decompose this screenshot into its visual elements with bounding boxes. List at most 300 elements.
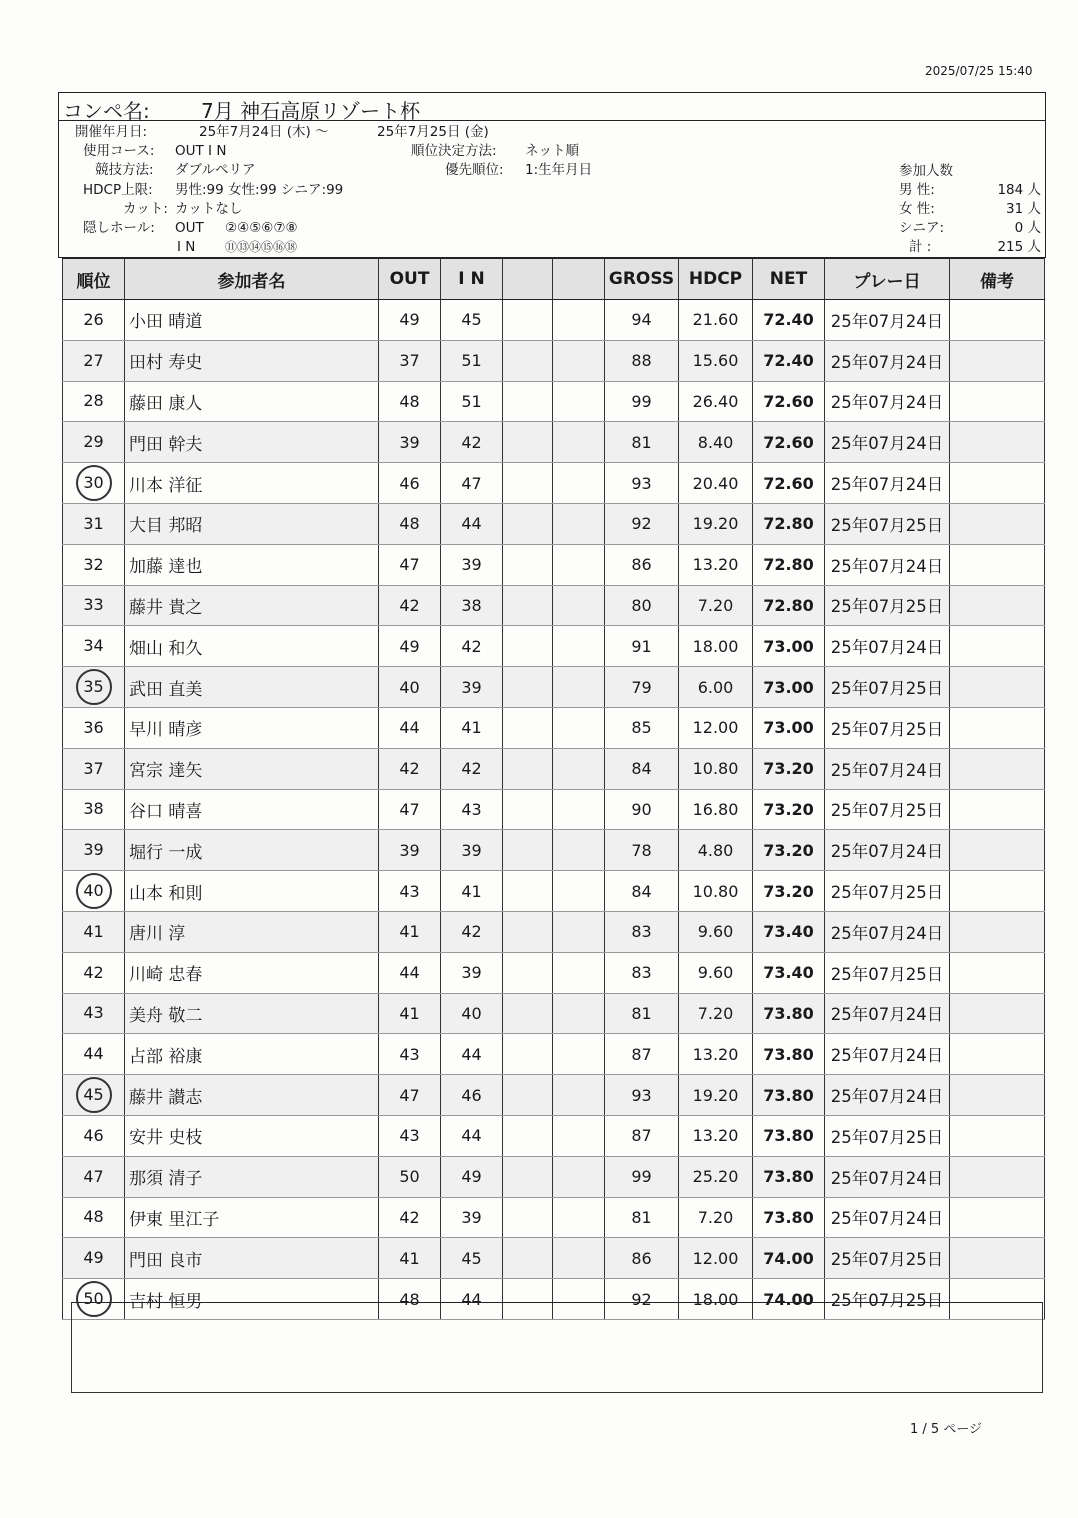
play-date-cell: 25年07月25日	[825, 667, 950, 708]
col-net: NET	[753, 259, 825, 300]
play-date-cell: 25年07月24日	[825, 830, 950, 871]
rank-number: 31	[83, 513, 104, 533]
remarks-cell	[950, 1115, 1045, 1156]
gross-cell: 80	[605, 585, 679, 626]
play-date-cell: 25年07月25日	[825, 952, 950, 993]
remarks-cell	[950, 871, 1045, 912]
blank-cell	[503, 544, 553, 585]
net-cell: 73.00	[753, 667, 825, 708]
name-cell: 畑山 和久	[125, 626, 379, 667]
hdcp-cell: 25.20	[679, 1156, 753, 1197]
table-row	[63, 1197, 1045, 1238]
remarks-cell	[950, 503, 1045, 544]
hdcp-cell: 16.80	[679, 789, 753, 830]
in-cell: 40	[441, 993, 503, 1034]
rank-cell	[63, 422, 125, 463]
rank-number: 48	[83, 1207, 104, 1227]
table-row	[63, 1115, 1045, 1156]
play-date-cell: 25年07月24日	[825, 1075, 950, 1116]
blank-cell	[553, 340, 605, 381]
hdcp-cell: 18.00	[679, 1279, 753, 1320]
blank-cell	[553, 544, 605, 585]
blank-cell	[553, 1034, 605, 1075]
hdcp-limit-value: 男性:99 女性:99 シニア:99	[175, 182, 344, 198]
in-cell: 41	[441, 707, 503, 748]
out-cell: 42	[379, 585, 441, 626]
blank-cell	[553, 707, 605, 748]
name-cell: 美舟 敬二	[125, 993, 379, 1034]
name-cell: 安井 史枝	[125, 1115, 379, 1156]
rank-cell	[63, 1197, 125, 1238]
out-cell: 42	[379, 1197, 441, 1238]
rank-cell	[63, 1238, 125, 1279]
name-cell: 那須 清子	[125, 1156, 379, 1197]
blank-cell	[553, 789, 605, 830]
gross-cell: 94	[605, 300, 679, 341]
date-to: 25年7月25日 (金)	[377, 124, 489, 140]
table-row	[63, 1075, 1045, 1116]
competition-title: 7月 神石高原リゾート杯	[201, 99, 421, 123]
blank-cell	[503, 1197, 553, 1238]
gross-cell: 91	[605, 626, 679, 667]
hdcp-cell: 7.20	[679, 1197, 753, 1238]
name-cell: 山本 和則	[125, 871, 379, 912]
out-cell: 50	[379, 1156, 441, 1197]
name-cell: 堀行 一成	[125, 830, 379, 871]
net-cell: 73.20	[753, 789, 825, 830]
hdcp-cell: 13.20	[679, 1034, 753, 1075]
blank-cell	[503, 300, 553, 341]
out-cell: 39	[379, 422, 441, 463]
blank-cell	[553, 871, 605, 912]
net-cell: 72.40	[753, 300, 825, 341]
blank-cell	[503, 1034, 553, 1075]
remarks-cell	[950, 340, 1045, 381]
rank-number: 43	[83, 1003, 104, 1023]
gross-cell: 90	[605, 789, 679, 830]
in-cell: 39	[441, 544, 503, 585]
blank-cell	[503, 707, 553, 748]
rank-number: 44	[83, 1044, 104, 1064]
circled-rank: 50	[76, 1281, 112, 1317]
net-cell: 72.60	[753, 381, 825, 422]
col-blank-1	[503, 259, 553, 300]
gross-cell: 79	[605, 667, 679, 708]
play-date-cell: 25年07月24日	[825, 1156, 950, 1197]
net-cell: 72.60	[753, 422, 825, 463]
blank-cell	[503, 1156, 553, 1197]
in-cell: 39	[441, 952, 503, 993]
net-cell: 74.00	[753, 1238, 825, 1279]
hdcp-cell: 19.20	[679, 503, 753, 544]
name-cell: 川本 洋征	[125, 463, 379, 504]
rank-number: 26	[83, 309, 104, 329]
col-play-date: プレー日	[825, 259, 950, 300]
name-cell: 唐川 淳	[125, 911, 379, 952]
rank-cell	[63, 871, 125, 912]
in-cell: 41	[441, 871, 503, 912]
results-table	[62, 258, 1045, 1320]
out-cell: 44	[379, 952, 441, 993]
participants-senior-count: 0 人	[1014, 220, 1041, 236]
name-cell: 宮宗 達矢	[125, 748, 379, 789]
out-cell: 44	[379, 707, 441, 748]
out-cell: 47	[379, 789, 441, 830]
gross-cell: 81	[605, 993, 679, 1034]
course-value: OUT I N	[175, 143, 227, 159]
name-cell: 川崎 忠春	[125, 952, 379, 993]
in-cell: 42	[441, 911, 503, 952]
table-row	[63, 626, 1045, 667]
gross-cell: 84	[605, 748, 679, 789]
in-cell: 45	[441, 1238, 503, 1279]
hdcp-cell: 26.40	[679, 381, 753, 422]
play-date-cell: 25年07月24日	[825, 463, 950, 504]
rank-number: 28	[83, 391, 104, 411]
net-cell: 73.00	[753, 626, 825, 667]
col-remarks: 備考	[950, 259, 1045, 300]
out-cell: 47	[379, 1075, 441, 1116]
in-cell: 51	[441, 381, 503, 422]
out-cell: 46	[379, 463, 441, 504]
play-date-cell: 25年07月25日	[825, 707, 950, 748]
circled-rank: 40	[76, 873, 112, 909]
blank-cell	[553, 422, 605, 463]
net-cell: 72.80	[753, 544, 825, 585]
hidden-in-label: I N	[177, 239, 196, 255]
remarks-cell	[950, 952, 1045, 993]
hdcp-cell: 15.60	[679, 340, 753, 381]
blank-cell	[503, 789, 553, 830]
col-rank: 順位	[63, 259, 125, 300]
hdcp-cell: 10.80	[679, 748, 753, 789]
blank-cell	[553, 667, 605, 708]
out-cell: 41	[379, 1238, 441, 1279]
out-cell: 49	[379, 300, 441, 341]
name-cell: 占部 裕康	[125, 1034, 379, 1075]
rank-cell	[63, 1156, 125, 1197]
in-cell: 45	[441, 300, 503, 341]
table-row	[63, 871, 1045, 912]
rank-cell	[63, 707, 125, 748]
gross-cell: 83	[605, 952, 679, 993]
blank-cell	[503, 381, 553, 422]
hidden-in-holes: ⑪⑬⑭⑮⑯⑱	[225, 240, 298, 254]
play-date-cell: 25年07月24日	[825, 381, 950, 422]
blank-cell	[553, 626, 605, 667]
blank-cell	[503, 626, 553, 667]
rank-cell	[63, 626, 125, 667]
remarks-cell	[950, 626, 1045, 667]
rank-method-value: ネット順	[525, 143, 579, 159]
participants-female-label: 女 性:	[899, 201, 935, 217]
gross-cell: 88	[605, 340, 679, 381]
blank-cell	[503, 340, 553, 381]
blank-cell	[503, 667, 553, 708]
out-cell: 48	[379, 1279, 441, 1320]
out-cell: 43	[379, 1034, 441, 1075]
table-row	[63, 789, 1045, 830]
net-cell: 73.00	[753, 707, 825, 748]
gross-cell: 84	[605, 871, 679, 912]
blank-cell	[503, 585, 553, 626]
blank-cell	[553, 1197, 605, 1238]
in-cell: 42	[441, 626, 503, 667]
participants-male-count: 184 人	[997, 182, 1041, 198]
hdcp-limit-label: HDCP上限:	[83, 182, 153, 198]
play-date-cell: 25年07月24日	[825, 544, 950, 585]
blank-cell	[553, 1115, 605, 1156]
remarks-cell	[950, 300, 1045, 341]
blank-cell	[553, 952, 605, 993]
participants-male-label: 男 性:	[899, 182, 935, 198]
out-cell: 48	[379, 381, 441, 422]
net-cell: 73.80	[753, 1197, 825, 1238]
play-date-cell: 25年07月25日	[825, 1279, 950, 1320]
table-row	[63, 952, 1045, 993]
in-cell: 49	[441, 1156, 503, 1197]
net-cell: 73.80	[753, 1115, 825, 1156]
rank-number: 42	[83, 962, 104, 982]
rank-cell	[63, 911, 125, 952]
rank-cell	[63, 789, 125, 830]
hdcp-cell: 10.80	[679, 871, 753, 912]
net-cell: 73.80	[753, 1156, 825, 1197]
col-gross: GROSS	[605, 259, 679, 300]
hidden-holes-label: 隠しホール:	[83, 220, 155, 236]
in-cell: 47	[441, 463, 503, 504]
hdcp-cell: 20.40	[679, 463, 753, 504]
rank-cell	[63, 1115, 125, 1156]
gross-cell: 85	[605, 707, 679, 748]
play-date-cell: 25年07月25日	[825, 789, 950, 830]
play-date-cell: 25年07月24日	[825, 626, 950, 667]
gross-cell: 81	[605, 422, 679, 463]
in-cell: 39	[441, 1197, 503, 1238]
page-number: 1 / 5 ページ	[910, 1422, 983, 1437]
table-row	[63, 993, 1045, 1034]
in-cell: 39	[441, 667, 503, 708]
name-cell: 小田 晴道	[125, 300, 379, 341]
out-cell: 47	[379, 544, 441, 585]
name-cell: 藤田 康人	[125, 381, 379, 422]
hdcp-cell: 7.20	[679, 993, 753, 1034]
print-timestamp: 2025/07/25 15:40	[925, 64, 1033, 78]
remarks-cell	[950, 748, 1045, 789]
remarks-cell	[950, 1238, 1045, 1279]
rank-number: 34	[83, 636, 104, 656]
table-row	[63, 381, 1045, 422]
circled-rank: 35	[76, 669, 112, 705]
blank-cell	[503, 1238, 553, 1279]
gross-cell: 87	[605, 1034, 679, 1075]
participants-senior-label: シニア:	[899, 220, 945, 236]
play-date-cell: 25年07月25日	[825, 871, 950, 912]
rank-cell	[63, 463, 125, 504]
out-cell: 41	[379, 993, 441, 1034]
rank-number: 37	[83, 758, 104, 778]
rank-cell	[63, 667, 125, 708]
date-label: 開催年月日:	[75, 124, 148, 140]
net-cell: 73.80	[753, 993, 825, 1034]
date-from: 25年7月24日 (木) ～	[199, 124, 329, 140]
in-cell: 39	[441, 830, 503, 871]
play-date-cell: 25年07月24日	[825, 993, 950, 1034]
in-cell: 42	[441, 422, 503, 463]
rank-number: 27	[83, 350, 104, 370]
circled-rank: 30	[76, 465, 112, 501]
rank-cell	[63, 1075, 125, 1116]
blank-cell	[503, 911, 553, 952]
in-cell: 42	[441, 748, 503, 789]
gross-cell: 78	[605, 830, 679, 871]
title-label: コンペ名:	[63, 99, 150, 123]
title-bar	[59, 93, 1045, 121]
name-cell: 門田 良市	[125, 1238, 379, 1279]
remarks-cell	[950, 544, 1045, 585]
remarks-cell	[950, 381, 1045, 422]
blank-cell	[553, 911, 605, 952]
name-cell: 田村 寿史	[125, 340, 379, 381]
rank-cell	[63, 381, 125, 422]
in-cell: 43	[441, 789, 503, 830]
name-cell: 武田 直美	[125, 667, 379, 708]
net-cell: 73.40	[753, 952, 825, 993]
course-label: 使用コース:	[83, 143, 155, 159]
col-blank-2	[553, 259, 605, 300]
table-row	[63, 1238, 1045, 1279]
blank-cell	[553, 993, 605, 1034]
table-row	[63, 830, 1045, 871]
gross-cell: 87	[605, 1115, 679, 1156]
priority-label: 優先順位:	[445, 162, 504, 178]
play-date-cell: 25年07月24日	[825, 300, 950, 341]
hdcp-cell: 8.40	[679, 422, 753, 463]
blank-cell	[553, 463, 605, 504]
rank-cell	[63, 748, 125, 789]
table-row	[63, 911, 1045, 952]
hdcp-cell: 13.20	[679, 1115, 753, 1156]
name-cell: 伊東 里江子	[125, 1197, 379, 1238]
play-date-cell: 25年07月24日	[825, 748, 950, 789]
competition-method-label: 競技方法:	[95, 162, 154, 178]
competition-header	[58, 92, 1046, 258]
blank-cell	[553, 1156, 605, 1197]
gross-cell: 92	[605, 503, 679, 544]
hdcp-cell: 12.00	[679, 1238, 753, 1279]
in-cell: 44	[441, 1034, 503, 1075]
remarks-cell	[950, 585, 1045, 626]
hdcp-cell: 9.60	[679, 952, 753, 993]
table-row	[63, 463, 1045, 504]
gross-cell: 81	[605, 1197, 679, 1238]
hdcp-cell: 18.00	[679, 626, 753, 667]
remarks-cell	[950, 789, 1045, 830]
name-cell: 吉村 恒男	[125, 1279, 379, 1320]
out-cell: 37	[379, 340, 441, 381]
blank-cell	[553, 1238, 605, 1279]
blank-cell	[503, 871, 553, 912]
blank-cell	[503, 503, 553, 544]
out-cell: 39	[379, 830, 441, 871]
net-cell: 73.80	[753, 1034, 825, 1075]
remarks-cell	[950, 993, 1045, 1034]
circled-rank: 45	[76, 1077, 112, 1113]
table-row	[63, 544, 1045, 585]
rank-number: 47	[83, 1166, 104, 1186]
table-row	[63, 503, 1045, 544]
rank-cell	[63, 503, 125, 544]
gross-cell: 99	[605, 381, 679, 422]
net-cell: 73.20	[753, 871, 825, 912]
rank-number: 46	[83, 1125, 104, 1145]
out-cell: 43	[379, 871, 441, 912]
blank-cell	[503, 1115, 553, 1156]
net-cell: 73.80	[753, 1075, 825, 1116]
out-cell: 41	[379, 911, 441, 952]
table-row	[63, 340, 1045, 381]
cut-label: カット:	[123, 201, 168, 217]
rank-cell	[63, 340, 125, 381]
gross-cell: 86	[605, 1238, 679, 1279]
table-row	[63, 300, 1045, 341]
rank-cell	[63, 993, 125, 1034]
participants-heading: 参加人数	[899, 163, 953, 179]
hidden-out-holes: ②④⑤⑥⑦⑧	[225, 220, 298, 236]
table-row	[63, 748, 1045, 789]
blank-cell	[553, 748, 605, 789]
empty-footer-area	[71, 1302, 1043, 1393]
blank-cell	[553, 300, 605, 341]
rank-method-label: 順位決定方法:	[411, 143, 497, 159]
hdcp-cell: 13.20	[679, 544, 753, 585]
remarks-cell	[950, 707, 1045, 748]
play-date-cell: 25年07月25日	[825, 585, 950, 626]
hdcp-cell: 12.00	[679, 707, 753, 748]
net-cell: 72.80	[753, 585, 825, 626]
in-cell: 46	[441, 1075, 503, 1116]
remarks-cell	[950, 1156, 1045, 1197]
in-cell: 44	[441, 1115, 503, 1156]
out-cell: 43	[379, 1115, 441, 1156]
competition-method-value: ダブルペリア	[175, 162, 256, 178]
rank-cell	[63, 952, 125, 993]
out-cell: 48	[379, 503, 441, 544]
rank-number: 29	[83, 432, 104, 452]
remarks-cell	[950, 830, 1045, 871]
blank-cell	[553, 1075, 605, 1116]
name-cell: 藤井 貴之	[125, 585, 379, 626]
col-name: 参加者名	[125, 259, 379, 300]
remarks-cell	[950, 1075, 1045, 1116]
remarks-cell	[950, 463, 1045, 504]
table-row	[63, 707, 1045, 748]
rank-number: 33	[83, 595, 104, 615]
col-hdcp: HDCP	[679, 259, 753, 300]
gross-cell: 93	[605, 463, 679, 504]
net-cell: 72.80	[753, 503, 825, 544]
rank-number: 38	[83, 799, 104, 819]
hdcp-cell: 21.60	[679, 300, 753, 341]
net-cell: 73.20	[753, 748, 825, 789]
blank-cell	[553, 503, 605, 544]
blank-cell	[503, 993, 553, 1034]
gross-cell: 83	[605, 911, 679, 952]
rank-cell	[63, 1034, 125, 1075]
table-row	[63, 585, 1045, 626]
participants-female-count: 31 人	[1006, 201, 1041, 217]
name-cell: 早川 晴彦	[125, 707, 379, 748]
